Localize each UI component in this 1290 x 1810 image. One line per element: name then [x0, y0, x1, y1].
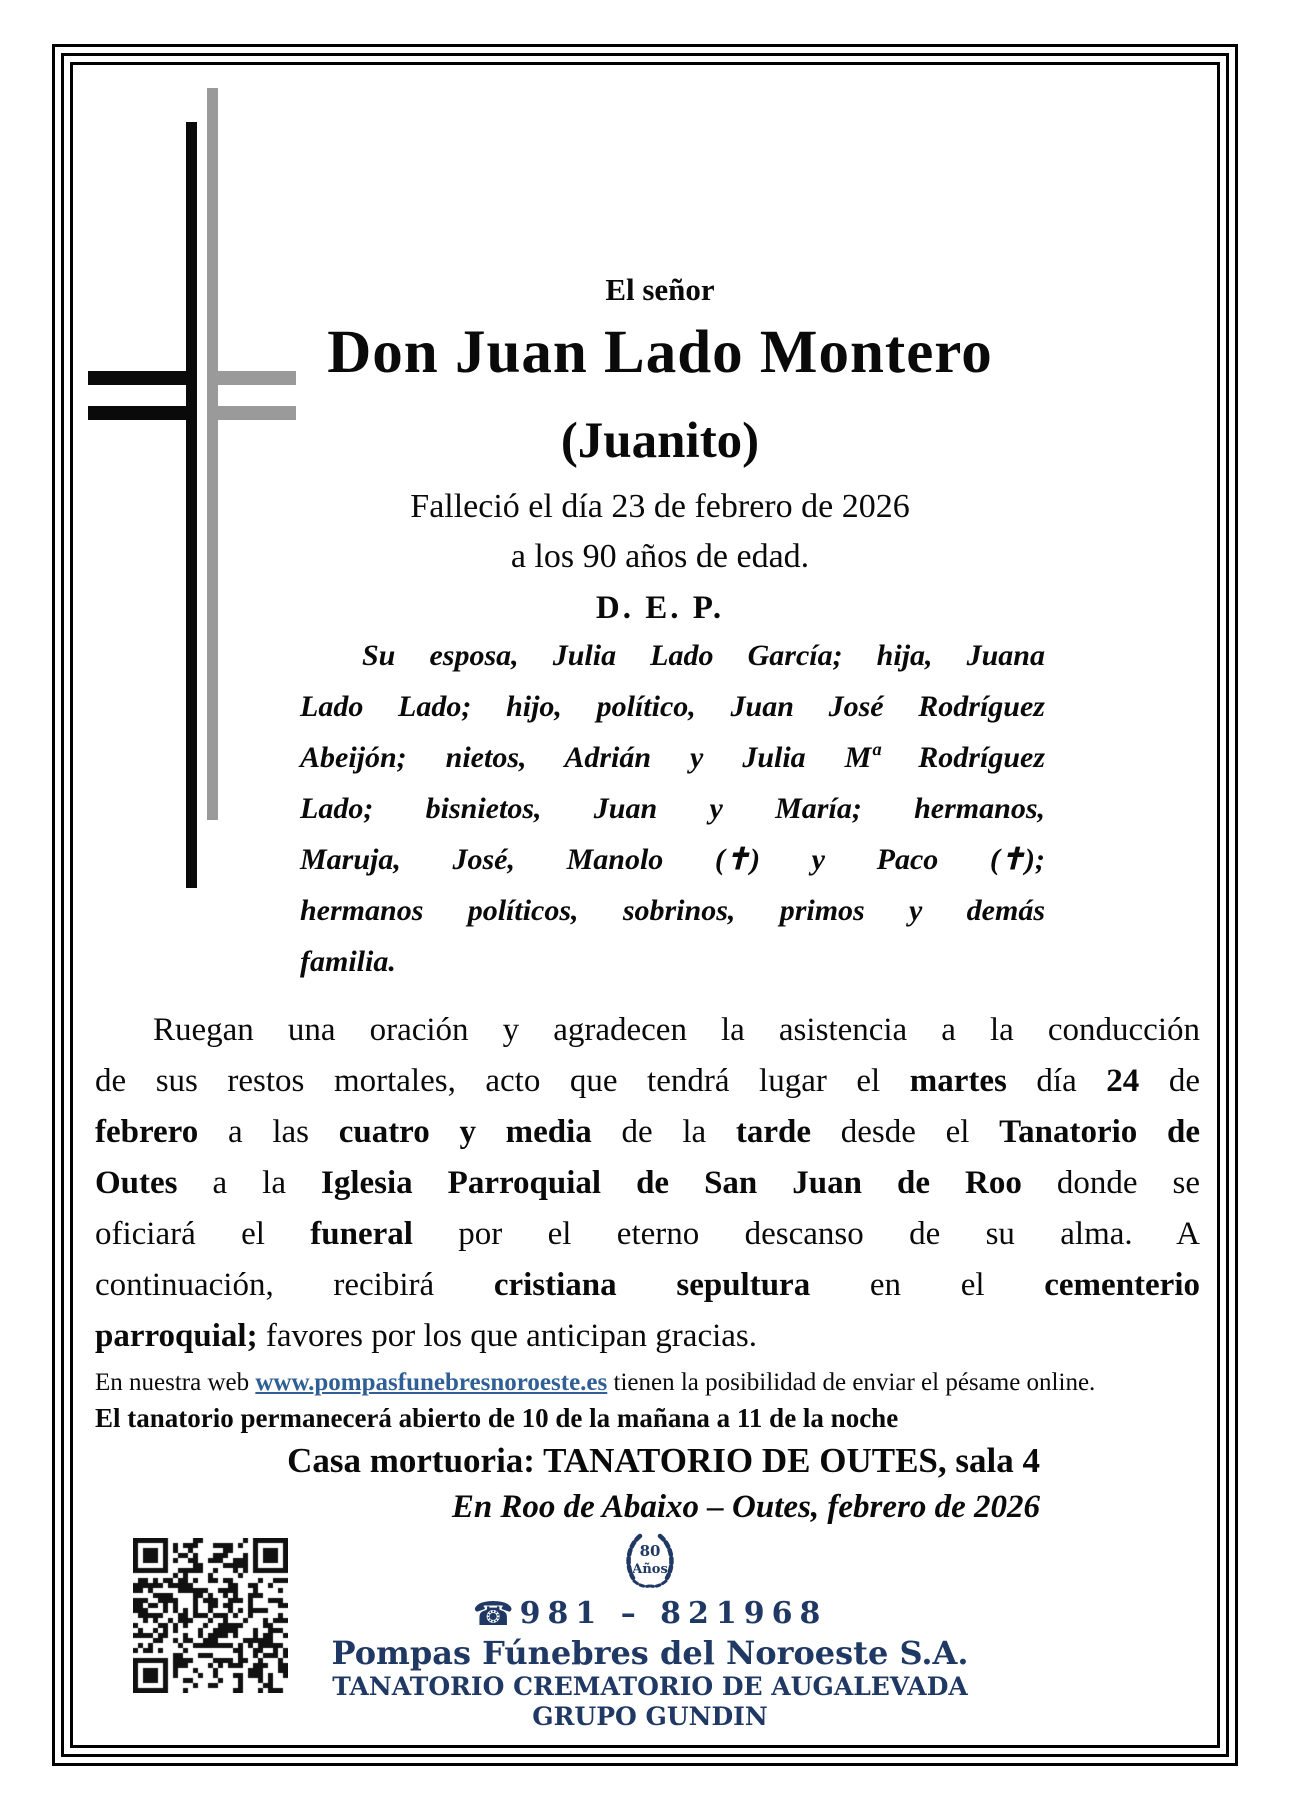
family-paragraph [300, 630, 1045, 987]
bold-text-run: Iglesia Parroquial de San Juan de Roo [320, 1165, 1022, 1201]
death-date-line: Falleció el día 23 de febrero de 2026 [410, 488, 910, 525]
bold-text-run: cristiana sepultura [493, 1267, 811, 1303]
dep-abbreviation: D. E. P. [595, 590, 725, 626]
family-line: Su esposa, Julia Lado García; hija, Juana [362, 639, 1045, 672]
cross-black-vertical [186, 122, 197, 888]
family-line: Lado Lado; hijo, político, Juan José Rodríguez [300, 690, 1045, 723]
text-run: favores por los que anticipan gracias. [257, 1318, 757, 1354]
text-run: oficiará el [95, 1216, 311, 1252]
anniversary-80-badge-icon [617, 1530, 683, 1592]
announcement-line [95, 1107, 1200, 1158]
text-run: en el [810, 1267, 1045, 1303]
bold-text-run: cementerio [1044, 1267, 1201, 1303]
text-run: Ruegan una oración y agradecen la asistencia a la conducción [153, 1012, 1200, 1048]
text-run: tienen la posibilidad de enviar el pésame online. [607, 1369, 1096, 1396]
phone-icon: ☎ [472, 1594, 514, 1633]
cross-gray-vertical [207, 88, 218, 820]
deceased-name: Don Juan Lado Montero [327, 319, 993, 386]
cross-black-arm-lower [88, 406, 197, 420]
announcement-paragraph [95, 1005, 1200, 1362]
bold-text-run: 24 [1106, 1063, 1140, 1099]
announcement-line [95, 1056, 1200, 1107]
svg-text:80: 80 [639, 1542, 661, 1560]
group-name: GRUPO GUNDIN [532, 1702, 768, 1731]
death-age-line: a los 90 años de edad. [510, 538, 810, 575]
bold-text-run: cuatro y media [338, 1114, 592, 1150]
family-line: Abeijón; nietos, Adrián y Julia Mª Rodríguez [300, 741, 1045, 774]
announcement-line [95, 1260, 1200, 1311]
location-block [95, 1438, 1040, 1530]
bold-text-run: funeral [310, 1216, 413, 1252]
bold-text-run: parroquial; [95, 1318, 258, 1354]
condolence-website-link[interactable]: www.pompasfunebresnoroeste.es [255, 1369, 608, 1396]
text-run: día [1006, 1063, 1107, 1099]
text-run: a las [198, 1114, 339, 1150]
text-run: de sus restos mortales, acto que tendrá lugar el [95, 1063, 910, 1099]
pretitle: El señor [605, 272, 715, 307]
svg-text:Años: Años [632, 1562, 668, 1577]
funeral-home-footer [70, 1530, 1230, 1732]
tanatorio-hours-note: El tanatorio permanecerá abierto de 10 de la mañana a 11 de la noche [95, 1403, 899, 1433]
text-run: por el eterno descanso de su alma. A [412, 1216, 1201, 1252]
text-run: a la [177, 1165, 321, 1201]
place-date-line: En Roo de Abaixo – Outes, febrero de 2026 [451, 1489, 1040, 1525]
text-run: de [1139, 1063, 1200, 1099]
announcement-line [95, 1005, 1200, 1056]
family-line: Lado; bisnietos, Juan y María; hermanos, [300, 792, 1045, 825]
family-line: hermanos políticos, sobrinos, primos y demás [300, 894, 1045, 927]
bold-text-run: Outes [95, 1165, 178, 1201]
text-run: En nuestra web [95, 1369, 256, 1396]
family-line: Maruja, José, Manolo (✝) y Paco (✝); [300, 843, 1045, 876]
bold-text-run: febrero [95, 1114, 199, 1150]
announcement-line [95, 1311, 1200, 1362]
announcement-line [95, 1209, 1200, 1260]
company-name: Pompas Fúnebres del Noroeste S.A. [331, 1634, 969, 1672]
cross-black-arm-upper [88, 371, 197, 385]
announcement-line [95, 1158, 1200, 1209]
family-line: familia. [300, 945, 396, 978]
bold-text-run: Tanatorio de [999, 1114, 1201, 1150]
text-run: desde el [811, 1114, 1000, 1150]
text-run: donde se [1021, 1165, 1200, 1201]
facility-name: TANATORIO CREMATORIO DE AUGALEVADA [332, 1672, 968, 1701]
phone-line [70, 1594, 1230, 1633]
text-run: continuación, recibirá [95, 1267, 494, 1303]
bold-text-run: tarde [735, 1114, 812, 1150]
casa-mortuoria-line: Casa mortuoria: TANATORIO DE OUTES, sala 4 [287, 1441, 1040, 1480]
online-condolence-note [95, 1366, 1235, 1400]
nickname: (Juanito) [560, 413, 760, 469]
text-run: de la [591, 1114, 736, 1150]
bold-text-run: martes [909, 1063, 1007, 1099]
phone-number: 981 – 821968 [519, 1596, 828, 1631]
